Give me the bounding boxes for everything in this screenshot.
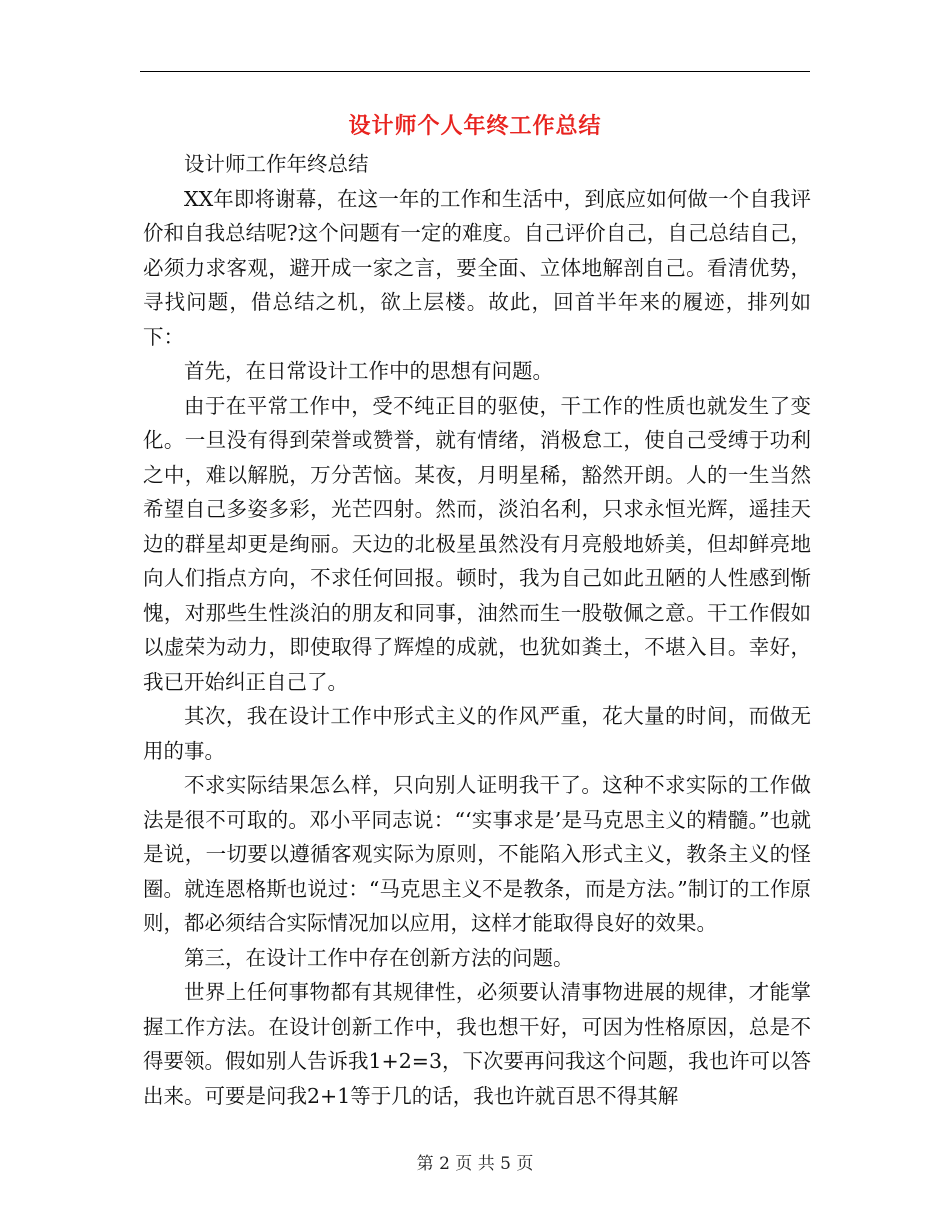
section-heading-paragraph: 首先，在日常设计工作中的思想有问题。 (184, 359, 553, 383)
body-paragraph: 不求实际结果怎么样，只向别人证明我干了。这种不求实际的工作做法是很不可取的。邓小平同志说：“‘实事求是’是马克思主义的精髓。”也就是说，一切要以遵循客观实际为原则，不能陷入形式主义，教条主义的怪圈。就连恩格斯也说过：“马克思主义不是教条，而是方法。”制订的工作原则，都必须结合实际情况加以应用，这样才能取得良好的效果。 (143, 773, 811, 935)
document-title: 设计师个人年终工作总结 (348, 113, 602, 139)
section-heading-paragraph: 其次，我在设计工作中形式主义的作风严重，花大量的时间，而做无用的事。 (143, 704, 811, 763)
body-paragraph: XX年即将谢幕，在这一年的工作和生活中，到底应如何做一个自我评价和自我总结呢?这个问题有一定的难度。自己评价自己，自己总结自己，必须力求客观，避开成一家之言，要全面、立体地解剖自己。看清优势，寻找问题，借总结之机，欲上层楼。故此，回首半年来的履迹，排列如下： (143, 186, 811, 349)
page-number-footer: 第 2 页 共 5 页 (416, 1154, 534, 1174)
header-rule (140, 71, 810, 72)
section-heading-paragraph: 第三，在设计工作中存在创新方法的问题。 (184, 945, 574, 970)
document-body (143, 147, 811, 1113)
body-paragraph: 世界上任何事物都有其规律性，必须要认清事物进展的规律，才能掌握工作方法。在设计创新工作中，我也想干好，可因为性格原因，总是不得要领。假如别人告诉我1+2=3，下次要再问我这个问题，我也许可以答出来。可要是问我2+1等于几的话，我也许就百思不得其解 (143, 980, 811, 1108)
body-paragraph: 由于在平常工作中，受不纯正目的驱使，干工作的性质也就发生了变化。一旦没有得到荣誉或赞誉，就有情绪，消极怠工，使自己受缚于功利之中，难以解脱，万分苦恼。某夜，月明星稀，豁然开朗。人的一生当然希望自己多姿多彩，光芒四射。然而，淡泊名利，只求永恒光辉，遥挂天边的群星却更是绚丽。天边的北极星虽然没有月亮般地娇美，但却鲜亮地向人们指点方向，不求任何回报。顿时，我为自己如此丑陋的人性感到惭愧，对那些生性淡泊的朋友和同事，油然而生一股敬佩之意。干工作假如以虚荣为动力，即使取得了辉煌的成就，也犹如粪土，不堪入目。幸好，我已开始纠正自己了。 (143, 393, 811, 694)
subtitle-paragraph: 设计师工作年终总结 (184, 152, 369, 176)
